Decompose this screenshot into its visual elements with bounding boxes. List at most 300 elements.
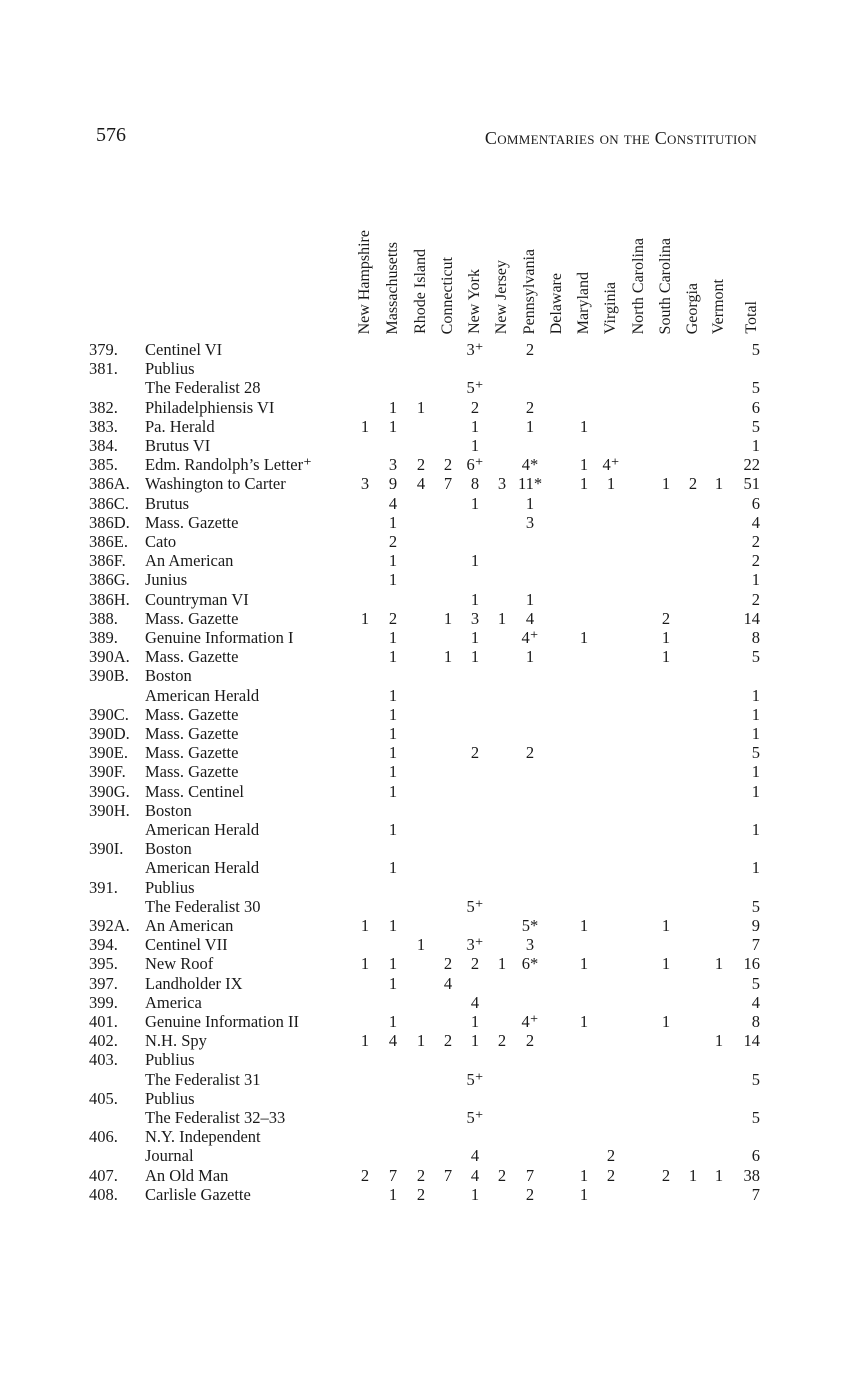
item-title: Centinel VI bbox=[145, 340, 223, 359]
item-title: An American bbox=[145, 551, 234, 571]
item-number: 403. bbox=[89, 1050, 118, 1070]
table-row bbox=[0, 1070, 858, 1089]
row-total: 8 bbox=[751, 1012, 760, 1031]
item-title: Boston bbox=[145, 666, 192, 686]
state-count-cell: 2 bbox=[525, 340, 535, 359]
state-count-cell: 1 bbox=[388, 1184, 398, 1204]
table-row bbox=[0, 974, 858, 993]
state-count-cell: 2 bbox=[416, 1184, 426, 1204]
state-count-cell: 1 bbox=[360, 916, 370, 935]
item-title: Brutus VI bbox=[145, 436, 211, 455]
row-total: 38 bbox=[743, 1165, 760, 1185]
row-total: 5 bbox=[751, 378, 760, 398]
row-total: 5 bbox=[751, 1108, 760, 1127]
item-title: Cato bbox=[145, 532, 177, 551]
row-total: 1 bbox=[751, 724, 760, 743]
row-total: 7 bbox=[751, 935, 760, 955]
row-total: 1 bbox=[751, 436, 760, 455]
row-total: 5 bbox=[751, 340, 760, 359]
item-title: Mass. Gazette bbox=[145, 608, 239, 628]
state-count-cell: 1 bbox=[470, 1012, 480, 1031]
item-title: Boston bbox=[145, 839, 192, 859]
table-row bbox=[0, 839, 858, 858]
column-header bbox=[599, 180, 623, 334]
column-header bbox=[381, 180, 405, 334]
state-count-cell: 3⁺ bbox=[466, 935, 484, 955]
row-total: 1 bbox=[751, 685, 760, 705]
row-total: 1 bbox=[751, 820, 760, 839]
row-total: 6 bbox=[751, 493, 760, 513]
table-row bbox=[0, 455, 858, 474]
state-count-cell: 1 bbox=[360, 416, 370, 436]
item-number: 390D. bbox=[89, 724, 130, 743]
state-count-cell: 2 bbox=[525, 1031, 535, 1051]
item-title: Boston bbox=[145, 800, 192, 820]
column-header-label: Georgia bbox=[684, 282, 701, 334]
state-count-cell: 1 bbox=[661, 954, 671, 974]
state-count-cell: 1 bbox=[661, 1012, 671, 1031]
state-count-cell: 2 bbox=[497, 1165, 507, 1185]
item-title: The Federalist 31 bbox=[145, 1069, 261, 1089]
state-count-cell: 3 bbox=[470, 608, 480, 628]
state-count-cell: 5⁺ bbox=[466, 378, 484, 398]
table-row bbox=[0, 1031, 858, 1050]
state-count-cell: 1 bbox=[525, 493, 535, 513]
state-count-cell: 4 bbox=[470, 1165, 480, 1185]
table-row bbox=[0, 743, 858, 762]
state-count-cell: 2 bbox=[497, 1031, 507, 1051]
state-count-cell: 4 bbox=[470, 1146, 480, 1166]
state-count-cell: 1 bbox=[525, 647, 535, 667]
state-count-cell: 3 bbox=[360, 474, 370, 494]
state-count-cell: 1 bbox=[661, 474, 671, 494]
table-row bbox=[0, 1108, 858, 1127]
state-count-cell: 5⁺ bbox=[466, 896, 484, 916]
state-count-cell: 2 bbox=[661, 608, 671, 628]
item-number: 383. bbox=[89, 416, 118, 436]
item-number: 382. bbox=[89, 397, 118, 417]
state-count-cell: 1 bbox=[470, 416, 480, 436]
state-count-cell: 2 bbox=[606, 1165, 616, 1185]
item-number: 402. bbox=[89, 1031, 118, 1051]
state-count-cell: 1 bbox=[416, 935, 426, 955]
state-count-cell: 1 bbox=[388, 820, 398, 839]
table-row bbox=[0, 609, 858, 628]
item-title: Genuine Information I bbox=[145, 628, 294, 647]
state-count-cell: 1 bbox=[714, 1165, 724, 1185]
item-title: Countryman VI bbox=[145, 589, 249, 609]
item-number: 390A. bbox=[89, 647, 130, 667]
row-total: 9 bbox=[751, 916, 760, 935]
state-count-cell: 1 bbox=[470, 551, 480, 571]
item-number: 401. bbox=[89, 1012, 118, 1031]
state-count-cell: 1 bbox=[579, 1012, 589, 1031]
state-count-cell: 1 bbox=[416, 1031, 426, 1051]
state-count-cell: 2 bbox=[470, 397, 480, 417]
state-count-cell: 1 bbox=[579, 954, 589, 974]
row-total: 6 bbox=[751, 1146, 760, 1166]
column-header-label: Virginia bbox=[602, 281, 619, 334]
state-count-cell: 1 bbox=[579, 1184, 589, 1204]
row-total: 1 bbox=[751, 704, 760, 724]
row-total: 2 bbox=[751, 532, 760, 551]
state-count-cell: 1 bbox=[360, 954, 370, 974]
state-count-cell: 7 bbox=[443, 474, 453, 494]
state-count-cell: 1 bbox=[470, 647, 480, 667]
item-number: 386A. bbox=[89, 474, 130, 494]
table-row bbox=[0, 359, 858, 378]
row-total: 22 bbox=[743, 455, 760, 475]
row-total: 5 bbox=[751, 647, 760, 667]
item-title: N.Y. Independent bbox=[145, 1127, 261, 1147]
column-header bbox=[409, 180, 433, 334]
state-count-cell: 1 bbox=[388, 1012, 398, 1031]
item-number: 406. bbox=[89, 1127, 118, 1147]
table-row bbox=[0, 398, 858, 417]
item-number: 395. bbox=[89, 954, 118, 974]
state-count-cell: 1 bbox=[388, 512, 398, 532]
column-header-label: South Carolina bbox=[657, 237, 674, 334]
table-row bbox=[0, 340, 858, 359]
row-total: 14 bbox=[743, 608, 760, 628]
state-count-cell: 2 bbox=[470, 954, 480, 974]
state-count-cell: 7 bbox=[388, 1165, 398, 1185]
table-row bbox=[0, 1089, 858, 1108]
table-row bbox=[0, 897, 858, 916]
item-number: 405. bbox=[89, 1088, 118, 1108]
table-row bbox=[0, 378, 858, 397]
item-title: Edm. Randolph’s Letter⁺ bbox=[145, 455, 312, 475]
column-header-label: Connecticut bbox=[439, 256, 456, 334]
column-header-label: Maryland bbox=[575, 271, 592, 334]
row-total: 2 bbox=[751, 551, 760, 571]
state-count-cell: 3 bbox=[388, 455, 398, 475]
state-count-cell: 7 bbox=[525, 1165, 535, 1185]
item-title: Mass. Gazette bbox=[145, 704, 239, 724]
state-count-cell: 1 bbox=[388, 743, 398, 763]
item-title: American Herald bbox=[145, 858, 260, 878]
row-total: 2 bbox=[751, 589, 760, 609]
table-row bbox=[0, 801, 858, 820]
state-count-cell: 1 bbox=[661, 647, 671, 667]
state-count-cell: 1 bbox=[714, 1031, 724, 1051]
item-number: 391. bbox=[89, 877, 118, 897]
state-count-cell: 1 bbox=[388, 416, 398, 436]
state-count-cell: 1 bbox=[388, 551, 398, 571]
table-row bbox=[0, 494, 858, 513]
item-title: An American bbox=[145, 916, 234, 935]
table-row bbox=[0, 532, 858, 551]
state-count-cell: 4 bbox=[525, 608, 535, 628]
state-count-cell: 2 bbox=[525, 1184, 535, 1204]
table-row bbox=[0, 686, 858, 705]
row-total: 1 bbox=[751, 858, 760, 878]
item-title: Mass. Gazette bbox=[145, 724, 239, 743]
item-number: 408. bbox=[89, 1184, 118, 1204]
row-total: 5 bbox=[751, 416, 760, 436]
item-title: American Herald bbox=[145, 685, 260, 705]
item-title: The Federalist 30 bbox=[145, 896, 261, 916]
state-count-cell: 1 bbox=[388, 628, 398, 647]
item-number: 390E. bbox=[89, 743, 128, 763]
state-count-cell: 1 bbox=[388, 954, 398, 974]
state-count-cell: 1 bbox=[388, 724, 398, 743]
table-row bbox=[0, 858, 858, 877]
item-number: 390I. bbox=[89, 839, 124, 859]
item-title: Landholder IX bbox=[145, 973, 243, 993]
column-header bbox=[518, 180, 542, 334]
table-row bbox=[0, 1166, 858, 1185]
table-row bbox=[0, 666, 858, 685]
item-title: Mass. Gazette bbox=[145, 512, 239, 532]
state-count-cell: 1 bbox=[579, 1165, 589, 1185]
state-count-cell: 2 bbox=[388, 532, 398, 551]
page-number: 576 bbox=[96, 124, 126, 146]
row-total: 16 bbox=[743, 954, 760, 974]
item-title: Mass. Centinel bbox=[145, 781, 244, 801]
state-count-cell: 1 bbox=[388, 704, 398, 724]
state-count-cell: 1 bbox=[388, 647, 398, 667]
item-title: The Federalist 28 bbox=[145, 378, 261, 398]
table-row bbox=[0, 628, 858, 647]
item-number: 390B. bbox=[89, 666, 129, 686]
row-total: 5 bbox=[751, 1069, 760, 1089]
state-count-cell: 5⁺ bbox=[466, 1069, 484, 1089]
item-number: 386H. bbox=[89, 589, 130, 609]
table-row bbox=[0, 1146, 858, 1165]
item-number: 381. bbox=[89, 359, 118, 379]
item-number: 390F. bbox=[89, 762, 126, 782]
item-number: 390C. bbox=[89, 704, 129, 724]
state-count-cell: 1 bbox=[470, 1031, 480, 1051]
state-count-cell: 9 bbox=[388, 474, 398, 494]
state-count-cell: 6* bbox=[521, 954, 539, 974]
row-total: 5 bbox=[751, 896, 760, 916]
item-title: Publius bbox=[145, 1088, 195, 1108]
state-count-cell: 1 bbox=[360, 608, 370, 628]
state-count-cell: 1 bbox=[470, 589, 480, 609]
state-count-cell: 4 bbox=[443, 973, 453, 993]
item-title: Washington to Carter bbox=[145, 474, 286, 494]
state-count-cell: 1 bbox=[470, 436, 480, 455]
column-header bbox=[681, 180, 705, 334]
state-count-cell: 2 bbox=[525, 397, 535, 417]
table-row bbox=[0, 1012, 858, 1031]
table-row bbox=[0, 570, 858, 589]
item-title: The Federalist 32–33 bbox=[145, 1108, 286, 1127]
item-number: 386D. bbox=[89, 512, 130, 532]
row-total: 1 bbox=[751, 570, 760, 590]
state-count-cell: 1 bbox=[388, 781, 398, 801]
state-count-cell: 1 bbox=[661, 628, 671, 647]
row-total: 4 bbox=[751, 512, 760, 532]
state-count-cell: 1 bbox=[388, 685, 398, 705]
table-row bbox=[0, 436, 858, 455]
column-header-label: New York bbox=[466, 269, 483, 334]
state-count-cell: 4⁺ bbox=[521, 1012, 539, 1031]
item-title: Philadelphiensis VI bbox=[145, 397, 275, 417]
state-count-cell: 5* bbox=[521, 916, 539, 935]
item-title: American Herald bbox=[145, 820, 260, 839]
table-row bbox=[0, 417, 858, 436]
table-row bbox=[0, 724, 858, 743]
state-count-cell: 1 bbox=[388, 762, 398, 782]
state-count-cell: 4⁺ bbox=[521, 628, 539, 647]
column-header-label: Pennsylvania bbox=[521, 248, 538, 334]
item-title: An Old Man bbox=[145, 1165, 229, 1185]
state-count-cell: 1 bbox=[470, 493, 480, 513]
state-count-cell: 1 bbox=[497, 608, 507, 628]
row-total: 1 bbox=[751, 762, 760, 782]
state-count-cell: 1 bbox=[579, 455, 589, 475]
column-header-label: Delaware bbox=[548, 272, 565, 334]
row-total: 1 bbox=[751, 781, 760, 801]
state-count-cell: 1 bbox=[388, 916, 398, 935]
table-row bbox=[0, 954, 858, 973]
row-total: 14 bbox=[743, 1031, 760, 1051]
item-title: America bbox=[145, 992, 202, 1012]
table-row bbox=[0, 993, 858, 1012]
state-count-cell: 3 bbox=[525, 935, 535, 955]
state-count-cell: 4 bbox=[388, 493, 398, 513]
state-count-cell: 1 bbox=[661, 916, 671, 935]
item-number: 397. bbox=[89, 973, 118, 993]
state-count-cell: 2 bbox=[388, 608, 398, 628]
item-title: Pa. Herald bbox=[145, 416, 215, 436]
state-count-cell: 3 bbox=[497, 474, 507, 494]
item-title: Publius bbox=[145, 1050, 195, 1070]
table-row bbox=[0, 513, 858, 532]
state-count-cell: 1 bbox=[388, 570, 398, 590]
state-count-cell: 6⁺ bbox=[466, 455, 484, 475]
item-number: 390H. bbox=[89, 800, 130, 820]
state-count-cell: 2 bbox=[470, 743, 480, 763]
state-count-cell: 1 bbox=[579, 416, 589, 436]
column-header bbox=[463, 180, 487, 334]
table-row bbox=[0, 762, 858, 781]
column-header bbox=[490, 180, 514, 334]
state-count-cell: 1 bbox=[388, 397, 398, 417]
item-number: 386G. bbox=[89, 570, 130, 590]
table-row bbox=[0, 1050, 858, 1069]
column-header-label: New Jersey bbox=[493, 259, 510, 334]
item-title: Publius bbox=[145, 877, 195, 897]
column-header bbox=[545, 180, 569, 334]
item-title: Journal bbox=[145, 1146, 194, 1166]
table-row bbox=[0, 474, 858, 493]
table-row bbox=[0, 551, 858, 570]
item-number: 385. bbox=[89, 455, 118, 475]
state-count-cell: 8 bbox=[470, 474, 480, 494]
state-count-cell: 2 bbox=[688, 474, 698, 494]
state-count-cell: 3 bbox=[525, 512, 535, 532]
item-number: 407. bbox=[89, 1165, 118, 1185]
table-row bbox=[0, 878, 858, 897]
item-number: 390G. bbox=[89, 781, 130, 801]
item-title: Carlisle Gazette bbox=[145, 1184, 251, 1204]
table-row bbox=[0, 782, 858, 801]
item-number: 386E. bbox=[89, 532, 128, 551]
state-count-cell: 2 bbox=[416, 455, 426, 475]
item-title: Brutus bbox=[145, 493, 190, 513]
item-number: 394. bbox=[89, 935, 118, 955]
state-count-cell: 3⁺ bbox=[466, 340, 484, 359]
state-count-cell: 2 bbox=[661, 1165, 671, 1185]
item-title: Mass. Gazette bbox=[145, 647, 239, 667]
state-count-cell: 11* bbox=[518, 474, 543, 494]
table-row bbox=[0, 935, 858, 954]
column-header-label: Vermont bbox=[710, 278, 727, 334]
item-number: 399. bbox=[89, 992, 118, 1012]
item-title: Junius bbox=[145, 570, 188, 590]
state-count-cell: 1 bbox=[579, 916, 589, 935]
column-header-label: Massachusetts bbox=[384, 241, 401, 334]
state-count-cell: 1 bbox=[497, 954, 507, 974]
running-head: Commentaries on the Constitution bbox=[484, 128, 757, 148]
state-count-cell: 1 bbox=[388, 858, 398, 878]
state-count-cell: 1 bbox=[525, 416, 535, 436]
state-count-cell: 2 bbox=[443, 455, 453, 475]
state-count-cell: 1 bbox=[525, 589, 535, 609]
item-title: Genuine Information II bbox=[145, 1012, 299, 1031]
row-total: 4 bbox=[751, 992, 760, 1012]
state-count-cell: 1 bbox=[360, 1031, 370, 1051]
table-row bbox=[0, 705, 858, 724]
item-number: 392A. bbox=[89, 916, 130, 935]
state-count-cell: 1 bbox=[443, 647, 453, 667]
state-count-cell: 4 bbox=[388, 1031, 398, 1051]
state-count-cell: 2 bbox=[416, 1165, 426, 1185]
state-count-cell: 2 bbox=[443, 1031, 453, 1051]
row-total: 5 bbox=[751, 743, 760, 763]
state-count-cell: 4 bbox=[416, 474, 426, 494]
table-row bbox=[0, 590, 858, 609]
table-row bbox=[0, 647, 858, 666]
item-number: 386C. bbox=[89, 493, 129, 513]
column-header bbox=[436, 180, 460, 334]
item-title: Publius bbox=[145, 359, 195, 379]
item-title: Mass. Gazette bbox=[145, 743, 239, 763]
row-total: 8 bbox=[751, 628, 760, 647]
state-count-cell: 1 bbox=[470, 628, 480, 647]
column-header-label: North Carolina bbox=[630, 237, 647, 334]
state-count-cell: 1 bbox=[388, 973, 398, 993]
state-count-cell: 2 bbox=[606, 1146, 616, 1166]
item-number: 384. bbox=[89, 436, 118, 455]
state-count-cell: 4* bbox=[521, 455, 539, 475]
state-count-cell: 4⁺ bbox=[602, 455, 620, 475]
state-count-cell: 2 bbox=[525, 743, 535, 763]
state-count-cell: 1 bbox=[714, 474, 724, 494]
state-count-cell: 2 bbox=[443, 954, 453, 974]
column-header bbox=[572, 180, 596, 334]
state-count-cell: 1 bbox=[714, 954, 724, 974]
table-row bbox=[0, 1127, 858, 1146]
row-total: 7 bbox=[751, 1184, 760, 1204]
row-total: 6 bbox=[751, 397, 760, 417]
item-title: Centinel VII bbox=[145, 935, 228, 955]
table-row bbox=[0, 820, 858, 839]
column-header-label: New Hampshire bbox=[356, 229, 373, 334]
item-title: N.H. Spy bbox=[145, 1031, 207, 1051]
item-number: 389. bbox=[89, 628, 118, 647]
state-count-cell: 1 bbox=[606, 474, 616, 494]
state-count-cell: 2 bbox=[360, 1165, 370, 1185]
table-row bbox=[0, 916, 858, 935]
column-header bbox=[654, 180, 678, 334]
item-title: New Roof bbox=[145, 954, 214, 974]
row-total: 5 bbox=[751, 973, 760, 993]
